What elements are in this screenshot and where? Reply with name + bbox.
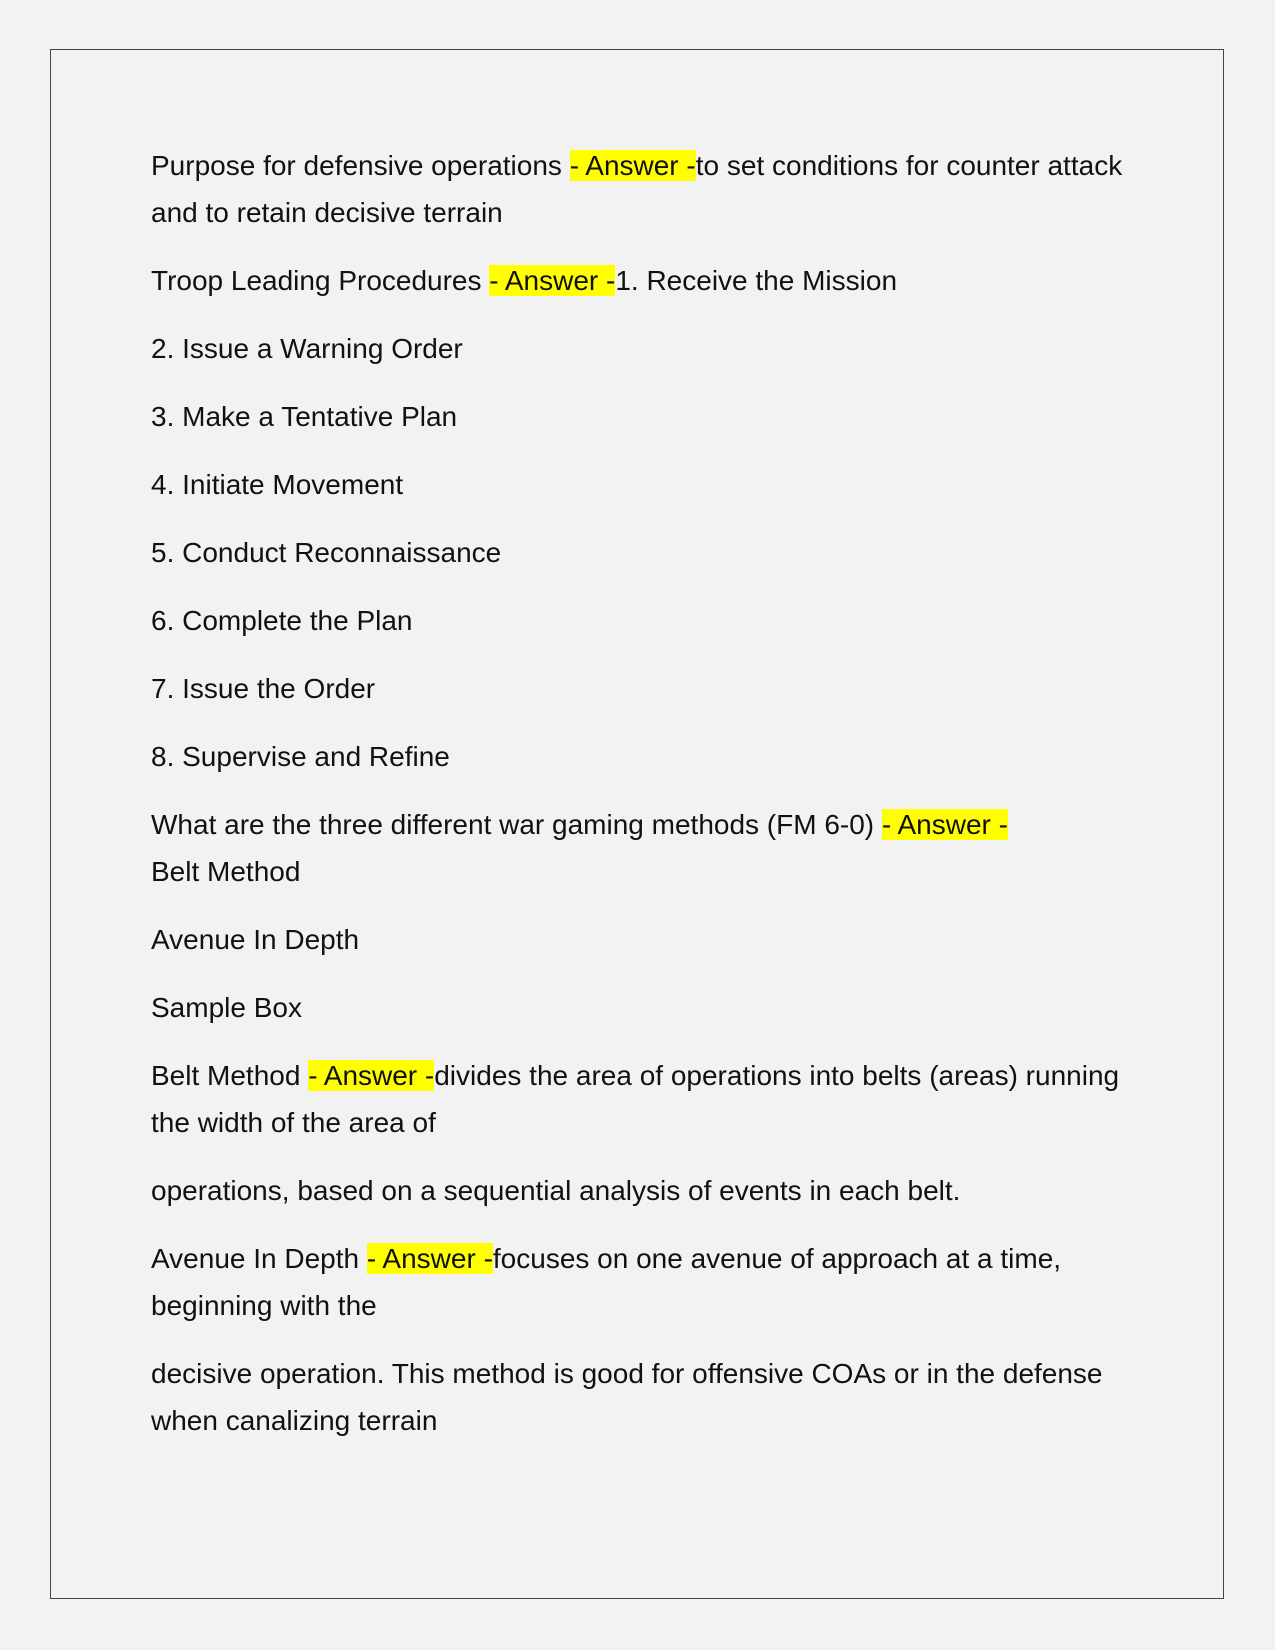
paragraph-troop-leading	[151, 257, 1131, 304]
list-item-step-5: 5. Conduct Reconnaissance	[151, 537, 502, 568]
list-item-step-7: 7. Issue the Order	[151, 673, 376, 704]
list-item-step-3: 3. Make a Tentative Plan	[151, 401, 458, 432]
list-item-step-4: 4. Initiate Movement	[151, 469, 404, 500]
paragraph-belt-method-continued: operations, based on a sequential analysis of events in each belt.	[151, 1175, 961, 1206]
answer-text: 1. Receive the Mission	[615, 265, 898, 296]
document-body	[151, 142, 1131, 1465]
answer-highlight: - Answer -	[881, 809, 1008, 840]
answer-text: Belt Method	[151, 856, 301, 887]
list-item-avenue-in-depth: Avenue In Depth	[151, 924, 360, 955]
paragraph-defensive-purpose	[151, 142, 1131, 236]
question-text: Purpose for defensive operations	[151, 150, 570, 181]
paragraph-war-gaming-methods	[151, 801, 1131, 895]
question-text: What are the three different war gaming methods (FM 6-0)	[151, 809, 882, 840]
answer-text: to set conditions for counter attack and to retain decisive terrain	[151, 150, 1123, 228]
list-item-step-8: 8. Supervise and Refine	[151, 741, 450, 772]
list-item-step-2: 2. Issue a Warning Order	[151, 333, 463, 364]
answer-text: focuses on one avenue of approach at a time, beginning with the	[151, 1243, 1062, 1321]
list-item-sample-box: Sample Box	[151, 992, 302, 1023]
answer-text: divides the area of operations into belts (areas) running the width of the area of	[151, 1060, 1120, 1138]
answer-highlight: - Answer -	[308, 1060, 435, 1091]
list-item-step-6: 6. Complete the Plan	[151, 605, 413, 636]
question-text: Troop Leading Procedures	[151, 265, 490, 296]
paragraph-belt-method	[151, 1052, 1131, 1146]
answer-highlight: - Answer -	[366, 1243, 493, 1274]
paragraph-avenue-in-depth	[151, 1235, 1131, 1329]
paragraph-avenue-in-depth-continued: decisive operation. This method is good for offensive COAs or in the defense when canalizing terrain	[151, 1358, 1103, 1436]
question-text: Belt Method	[151, 1060, 309, 1091]
question-text: Avenue In Depth	[151, 1243, 367, 1274]
answer-highlight: - Answer -	[569, 150, 696, 181]
answer-highlight: - Answer -	[489, 265, 616, 296]
